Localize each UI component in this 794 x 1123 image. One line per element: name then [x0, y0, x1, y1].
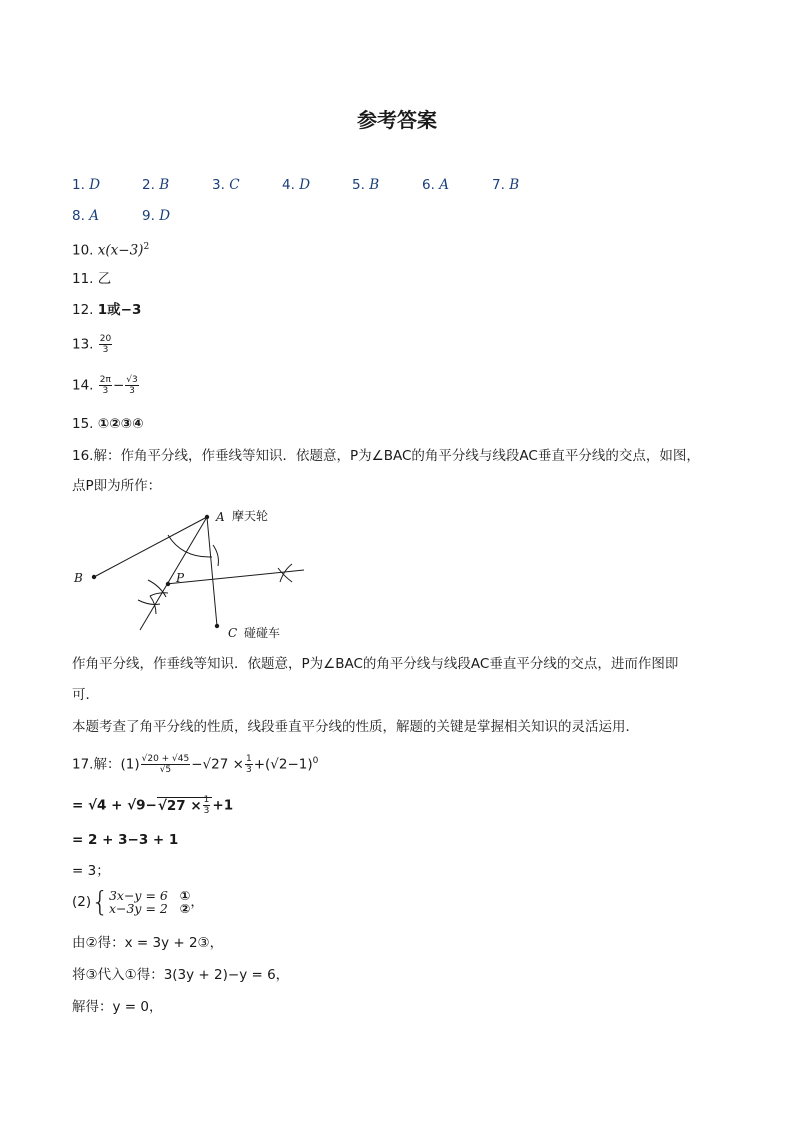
sqrt-group: √27 × $\frac{1}{3}$	[157, 797, 213, 814]
arc-mark-1	[148, 580, 166, 597]
answer-15: 15. ①②③④	[72, 416, 144, 432]
answer-12: 12. 1或−3	[72, 302, 142, 318]
bisector-line	[140, 517, 207, 630]
left-brace: {	[91, 885, 109, 918]
answer-10: 10. $x(x-3)^2$	[72, 242, 150, 259]
answer-7: 7. B	[492, 177, 520, 193]
answer-2: 2. B	[142, 177, 170, 193]
fraction-2pi-over-3: $\frac{2\pi}{3}$	[99, 375, 111, 396]
step-2: = 2 + 3−3 + 1	[72, 832, 179, 848]
answer-11: 11. 乙	[72, 271, 112, 287]
label-b: B	[74, 571, 83, 585]
step-1: = √4 + √9−√27 × $\frac{1}{3}$ +1	[72, 795, 234, 816]
geometry-diagram	[70, 500, 330, 645]
point-p	[166, 582, 170, 586]
page-title: 参考答案	[357, 108, 437, 132]
point-c	[215, 624, 219, 628]
point-a	[205, 515, 209, 519]
name-c: 碰碰车	[244, 626, 281, 640]
point-b	[92, 575, 96, 579]
comment-line: 本题考查了角平分线的性质，线段垂直平分线的性质，解题的关键是掌握相关知识的灵活运用．	[72, 719, 639, 735]
analysis-line-2: 可．	[72, 687, 99, 703]
answer-14: 14. $\frac{2\pi}{3}$ − $\frac{√3}{3}$	[72, 375, 138, 396]
answer-3: 3. C	[212, 177, 240, 193]
label-a: A	[216, 510, 225, 524]
name-a: 摩天轮	[232, 509, 269, 523]
construction-arc-a2	[213, 545, 218, 566]
fraction-one-third: $\frac{1}{3}$	[245, 754, 252, 775]
answer-5: 5. B	[352, 177, 380, 193]
perpendicular-bisector	[166, 570, 304, 584]
solve-step-1: 由②得：x = 3y + 2③，	[72, 935, 224, 951]
system-lines: 3x−y = 6 ① x−3y = 2 ②	[108, 888, 191, 916]
fraction: $\frac{20}{3}$	[99, 334, 112, 355]
solve-step-3: 解得：y = 0，	[72, 999, 163, 1015]
answer-4: 4. D	[282, 177, 311, 193]
step-3: = 3；	[72, 863, 110, 879]
fraction-sqrt3-over-3: $\frac{√3}{3}$	[126, 375, 138, 396]
analysis-line-1: 作角平分线，作垂线等知识．依题意，P为∠BAC的角平分线与线段AC垂直平分线的交点，进而作图即	[72, 656, 679, 672]
answer-16-line-1: 16.解：作角平分线，作垂线等知识．依题意，P为∠BAC的角平分线与线段AC垂直平分线的交点，如图，	[72, 448, 700, 464]
arc-mark-5	[278, 568, 292, 582]
segment-ac	[207, 517, 217, 626]
answer-9: 9. D	[142, 208, 171, 224]
answer-1: 1. D	[72, 177, 101, 193]
segment-ba	[94, 517, 207, 577]
equation-system: (2){ 3x−y = 6 ① x−3y = 2 ② ，	[72, 885, 204, 918]
label-c: C	[228, 626, 238, 640]
fraction-one-third-2: $\frac{1}{3}$	[203, 795, 210, 816]
solve-step-2: 将③代入①得：3(3y + 2)−y = 6，	[72, 967, 290, 983]
answer-16-line-2: 点P即为所作：	[72, 478, 162, 494]
answer-13: 13. $\frac{20}{3}$	[72, 334, 112, 355]
answer-6: 6. A	[422, 177, 449, 193]
fraction-sqrt-sum: $\frac{√20 + √45}{√5}$	[141, 754, 190, 775]
answer-8: 8. A	[72, 208, 99, 224]
label-p: P	[176, 571, 185, 585]
answer-17-expression: 17.解：(1) $\frac{√20 + √45}{√5}$ −√27 × $\frac{1}{3}$ $+(√2-1)^0$	[72, 754, 319, 775]
